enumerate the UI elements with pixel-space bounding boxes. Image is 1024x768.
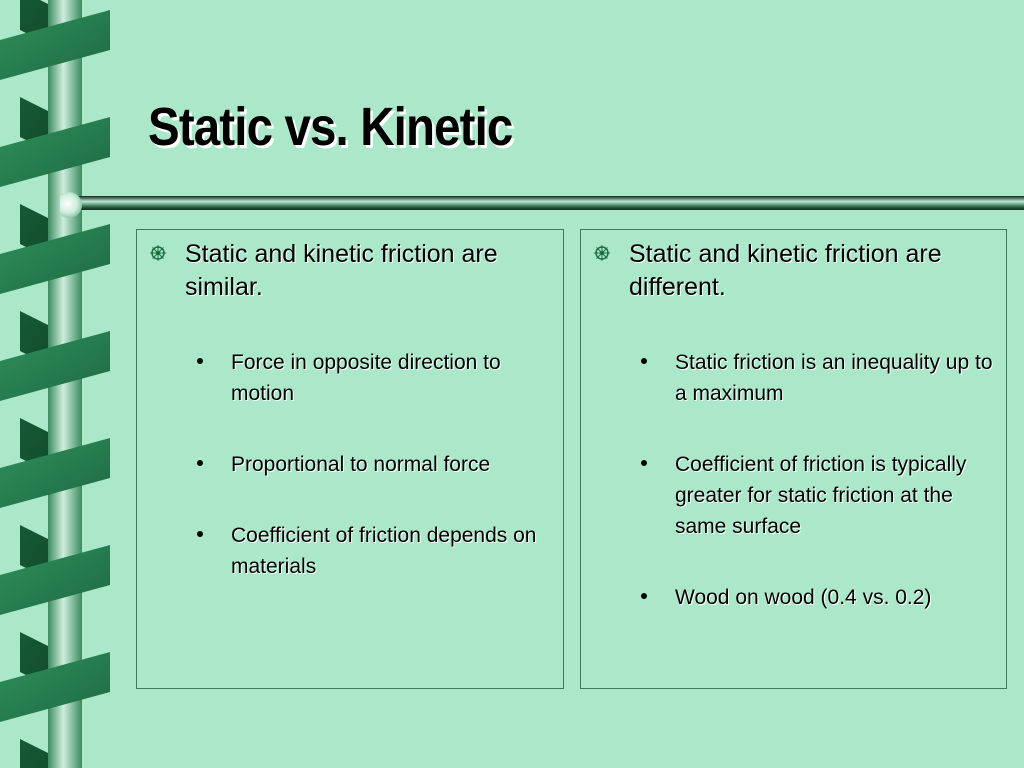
- ornamental-bullet-icon: [593, 244, 611, 262]
- bullet-dot-icon: [641, 593, 647, 599]
- list-item: [641, 582, 998, 613]
- list-item: [641, 347, 998, 409]
- sub-point-text: Coefficient of friction is typically greater for static friction at the same surface: [675, 453, 967, 538]
- sub-point-list: [197, 347, 555, 622]
- sub-point-text: Force in opposite direction to motion: [231, 351, 501, 405]
- list-item: [197, 347, 555, 409]
- left-column: [136, 229, 564, 689]
- bullet-dot-icon: [641, 460, 647, 466]
- title-underline-bar: [60, 190, 1024, 218]
- sub-point-text: Coefficient of friction depends on materials: [231, 524, 537, 578]
- list-item: [641, 449, 998, 542]
- bullet-dot-icon: [197, 531, 203, 537]
- ornamental-bullet-icon: [149, 244, 167, 262]
- main-point-similar: [149, 238, 553, 304]
- bullet-dot-icon: [197, 460, 203, 466]
- bullet-dot-icon: [641, 358, 647, 364]
- main-point-text: Static and kinetic friction are different.: [629, 240, 942, 301]
- list-item: [197, 520, 555, 582]
- sub-point-list: [641, 347, 998, 653]
- main-point-different: [593, 238, 996, 304]
- right-column: [580, 229, 1007, 689]
- decorative-spiral: [0, 0, 120, 768]
- sub-point-text: Proportional to normal force: [231, 453, 491, 476]
- list-item: [197, 449, 555, 480]
- sub-point-text: Wood on wood (0.4 vs. 0.2): [675, 586, 932, 609]
- sub-point-text: Static friction is an inequality up to a maximum: [675, 351, 993, 405]
- slide-title: Static vs. Kinetic: [148, 97, 513, 157]
- bullet-dot-icon: [197, 358, 203, 364]
- main-point-text: Static and kinetic friction are similar.: [185, 240, 498, 301]
